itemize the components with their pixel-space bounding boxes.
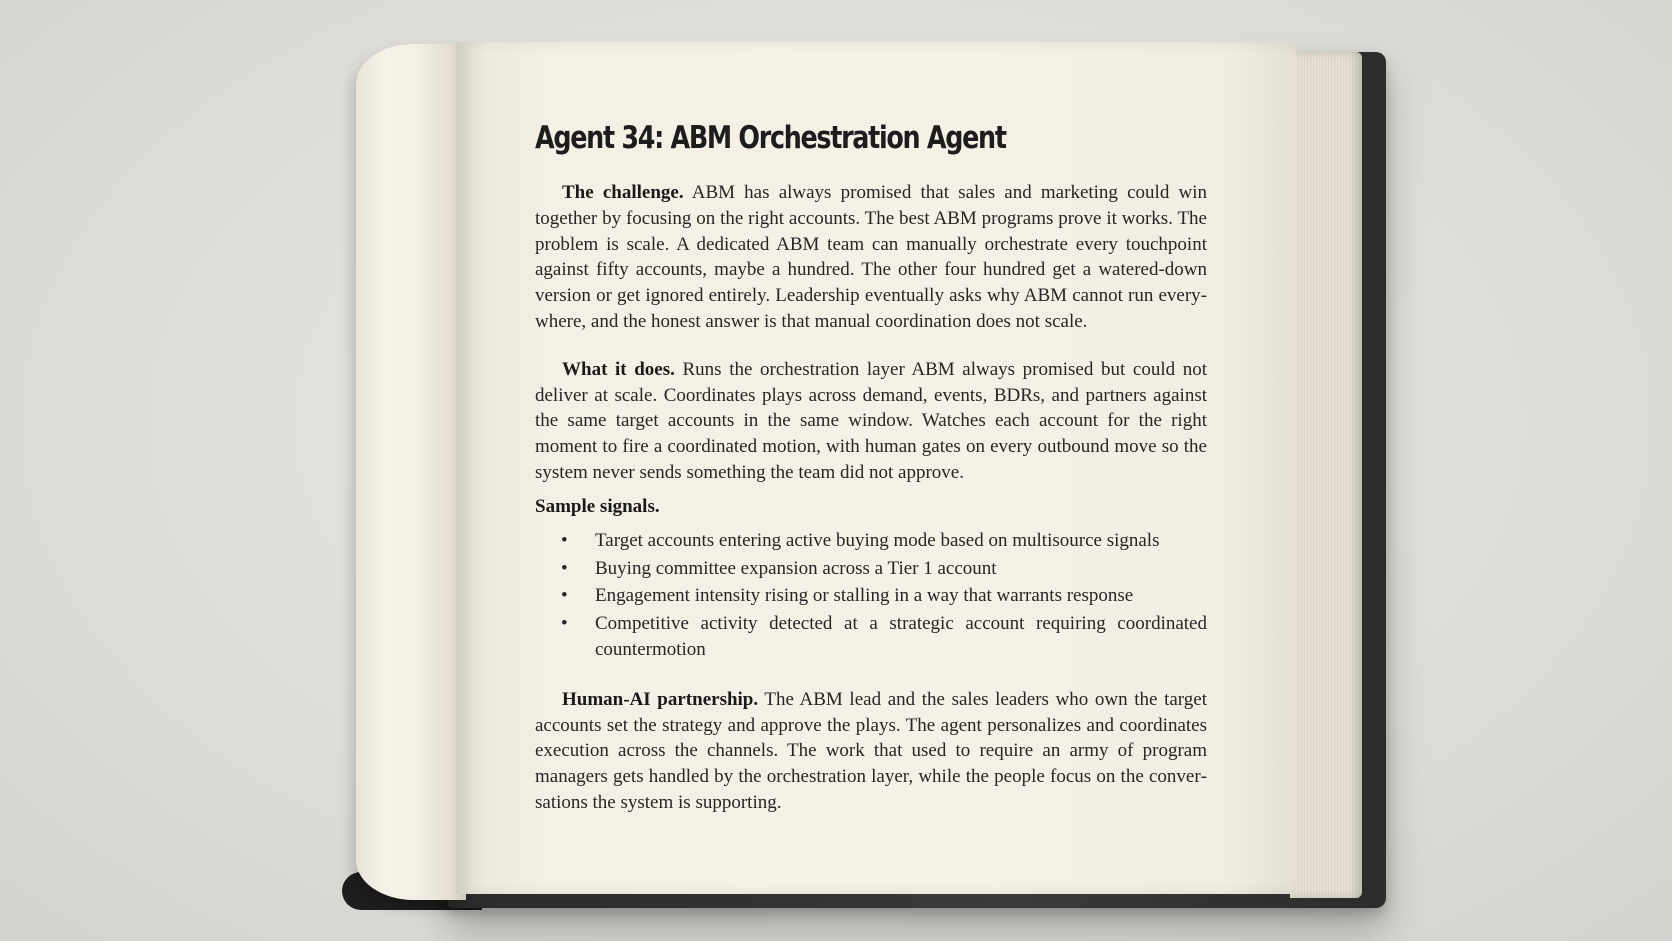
signals-list: [535, 528, 1207, 663]
list-item: [535, 611, 1207, 663]
signal-text: Competitive activity detected at a strategic account requiring coordinated countermotion: [595, 613, 1207, 660]
partnership-lead: Human-AI partnership.: [562, 688, 759, 710]
bullet-icon: •: [561, 585, 568, 607]
partnership-text: The ABM lead and the sales leaders who own the target accounts set the strategy and approve the plays. The agent personalizes and coordinates execution across the channels. The work that used to require an army of program managers gets handled by the orchestration layer, while the people focus on the conversations the system is supporting.: [535, 688, 1207, 813]
bullet-icon: •: [561, 613, 568, 635]
challenge-lead: The challenge.: [562, 182, 684, 203]
what-it-does-lead: What it does.: [562, 358, 675, 380]
list-item: [535, 556, 1207, 582]
page-content: [535, 118, 1207, 816]
book-page: [456, 42, 1296, 894]
what-it-does-text: Runs the orchestration layer ABM always promised but could not deliver at scale. Coordinates plays across demand, events, BDRs, and partners against the same target accounts in the same window. Watches each account for the right moment to fire a coordinated motion, with human gates on every outbound move so the system never sends something the team did not approve.: [535, 358, 1207, 483]
what-it-does-paragraph: [535, 357, 1207, 486]
bullet-icon: •: [561, 557, 568, 579]
signal-text: Target accounts entering active buying mode based on multisource signals: [595, 529, 1160, 551]
list-item: [535, 583, 1207, 609]
signal-text: Engagement intensity rising or stalling in a way that warrants response: [595, 585, 1134, 607]
chapter-title: Agent 34: ABM Orchestration Agent: [535, 120, 1006, 156]
challenge-paragraph: [535, 180, 1207, 335]
curled-left-page: [356, 44, 466, 900]
signals-heading: Sample signals.: [535, 495, 660, 517]
partnership-paragraph: [535, 687, 1207, 816]
bullet-icon: •: [561, 529, 568, 551]
list-item: [535, 528, 1207, 554]
challenge-text: ABM has always promised that sales and marketing could win together by focusing on the right accounts. The best ABM programs prove it works. The problem is scale. A dedicated ABM team can manually orchestrate every touchpoint against fifty accounts, maybe a hundred. The other four hundred get a watered-down version or get ignored entirely. Leadership eventually asks why ABM cannot run everywhere, and the honest answer is that manual coordination does not scale.: [535, 182, 1207, 332]
page-stack-edge: [1290, 52, 1362, 898]
signal-text: Buying committee expansion across a Tier 1 account: [595, 557, 997, 579]
